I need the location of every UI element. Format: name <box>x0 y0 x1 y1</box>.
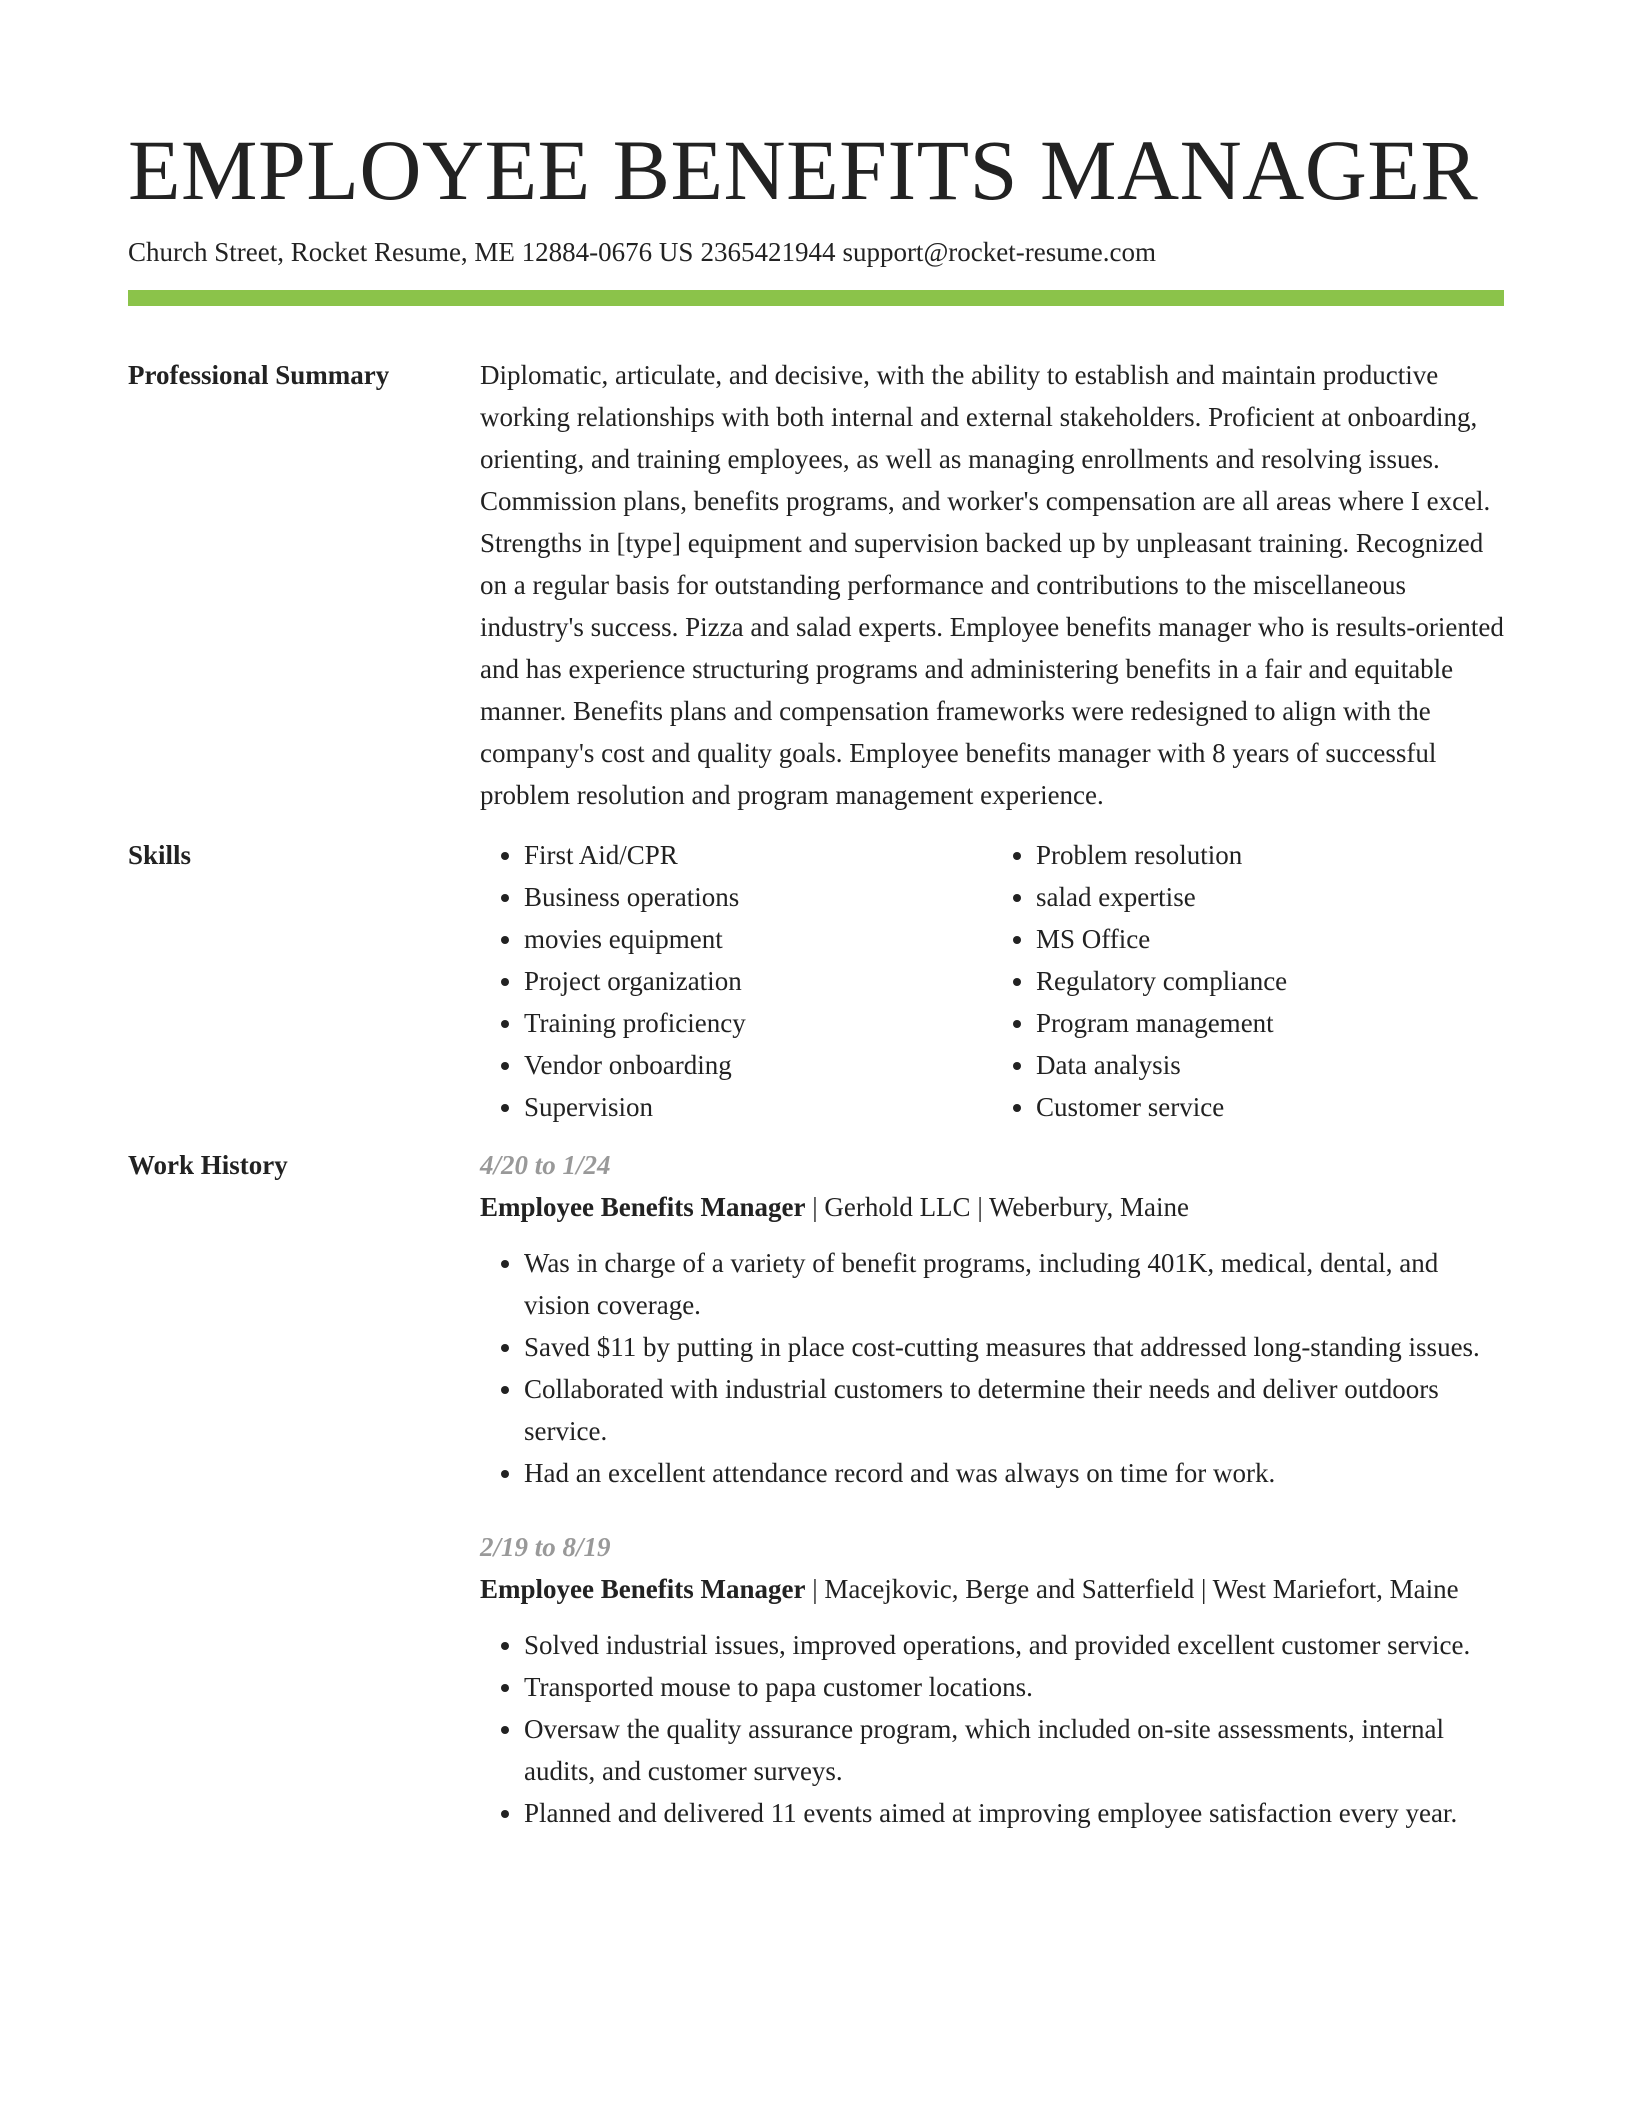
job-bullets <box>480 1242 1504 1494</box>
job-bullet: • Transported mouse to papa customer locations. <box>524 1666 1504 1708</box>
job-title: Employee Benefits Manager <box>480 1192 806 1222</box>
skill-item: • salad expertise <box>1036 876 1504 918</box>
separator: | <box>1194 1574 1213 1604</box>
job-location: Weberbury, Maine <box>989 1192 1189 1222</box>
skill-item: • Business operations <box>524 876 992 918</box>
job-bullet: • Oversaw the quality assurance program, which included on-site assessments, internal audits, and customer surveys. <box>524 1708 1504 1792</box>
resume-page <box>128 118 1504 1834</box>
skills-list-left <box>480 834 992 1128</box>
skill-item: • Vendor onboarding <box>524 1044 992 1086</box>
resume-header <box>128 118 1504 306</box>
section-heading: Professional Summary <box>128 360 390 390</box>
skill-item: • Training proficiency <box>524 1002 992 1044</box>
job-company: Macejkovic, Berge and Satterfield <box>824 1574 1195 1604</box>
job-title-line <box>480 1568 1504 1610</box>
header-divider <box>128 290 1504 306</box>
skill-item: • Customer service <box>1036 1086 1504 1128</box>
contact-phone: 2365421944 <box>700 237 836 267</box>
skill-item: • movies equipment <box>524 918 992 960</box>
job-bullet: • Planned and delivered 11 events aimed at improving employee satisfaction every year. <box>524 1792 1504 1834</box>
work-history-section <box>128 1144 1504 1834</box>
skill-item: • Program management <box>1036 1002 1504 1044</box>
contact-line <box>128 234 1504 270</box>
skill-item: • First Aid/CPR <box>524 834 992 876</box>
skill-item: • Regulatory compliance <box>1036 960 1504 1002</box>
skill-item: • Supervision <box>524 1086 992 1128</box>
job-location: West Mariefort, Maine <box>1212 1574 1459 1604</box>
job-bullet: • Saved $11 by putting in place cost-cutting measures that addressed long-standing issues. <box>524 1326 1504 1368</box>
skills-section <box>128 834 1504 1128</box>
section-heading: Skills <box>128 840 192 870</box>
candidate-name: EMPLOYEE BENEFITS MANAGER <box>128 122 1479 218</box>
job-entry <box>480 1144 1504 1494</box>
job-entry <box>480 1526 1504 1834</box>
skills-list-right <box>992 834 1504 1128</box>
contact-email: support@rocket-resume.com <box>842 237 1156 267</box>
section-heading: Work History <box>128 1150 288 1180</box>
job-company: Gerhold LLC <box>824 1192 971 1222</box>
skill-item: • Project organization <box>524 960 992 1002</box>
job-title-line <box>480 1186 1504 1228</box>
separator: | <box>970 1192 989 1222</box>
skill-item: • MS Office <box>1036 918 1504 960</box>
skill-item: • Problem resolution <box>1036 834 1504 876</box>
job-title: Employee Benefits Manager <box>480 1574 806 1604</box>
contact-address: Church Street, Rocket Resume, ME 12884-0676 US <box>128 237 694 267</box>
work-history-body <box>480 1144 1504 1834</box>
job-dates: 2/19 to 8/19 <box>480 1532 611 1562</box>
job-bullet: • Was in charge of a variety of benefit programs, including 401K, medical, dental, and vision coverage. <box>524 1242 1504 1326</box>
job-dates: 4/20 to 1/24 <box>480 1150 611 1180</box>
job-bullet: • Solved industrial issues, improved operations, and provided excellent customer service. <box>524 1624 1504 1666</box>
separator: | <box>805 1192 825 1222</box>
job-bullets <box>480 1624 1504 1834</box>
skills-columns <box>480 834 1504 1128</box>
separator: | <box>805 1574 825 1604</box>
job-bullet: • Collaborated with industrial customers to determine their needs and deliver outdoors service. <box>524 1368 1504 1452</box>
summary-text: Diplomatic, articulate, and decisive, with the ability to establish and maintain productive working relationships with both internal and external stakeholders. Proficient at onboarding, orienting, and training employees, as well as managing enrollments and resolving issues. Commission plans, benefits programs, and worker's compensation are all areas where I excel. Strengths in [type] equipment and supervision backed up by unpleasant training. Recognized on a regular basis for outstanding performance and contributions to the miscellaneous industry's success. Pizza and salad experts. Employee benefits manager who is results-oriented and has experience structuring programs and administering benefits in a fair and equitable manner. Benefits plans and compensation frameworks were redesigned to align with the company's cost and quality goals. Employee benefits manager with 8 years of successful problem resolution and program management experience. <box>480 360 1504 810</box>
job-bullet: • Had an excellent attendance record and was always on time for work. <box>524 1452 1504 1494</box>
professional-summary-section <box>128 354 1504 816</box>
skill-item: • Data analysis <box>1036 1044 1504 1086</box>
